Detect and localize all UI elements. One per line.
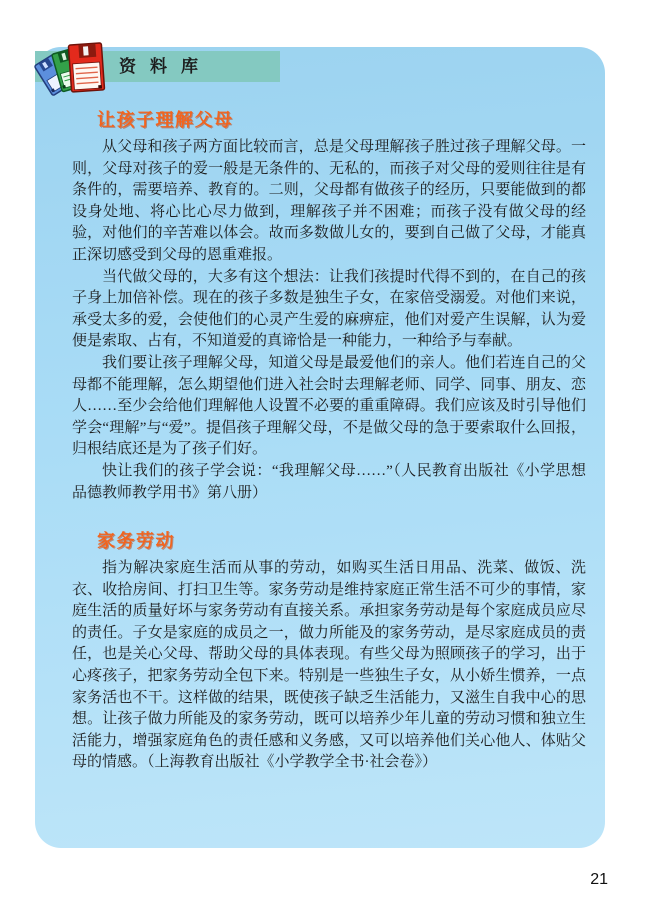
paragraph: 指为解决家庭生活而从事的劳动，如购买生活日用品、洗菜、做饭、洗衣、收拾房间、打扫卫生等。家务劳动是维持家庭正常生活不可少的事情，家庭生活的质量好坏与家务劳动有直接关系。承担家务劳动是每个家庭成员应尽的责任。子女是家庭的成员之一，做力所能及的家务劳动，是尽家庭成员的责任，也是关心父母、帮助父母的具体表现。有些父母为照顾孩子的学习，出于心疼孩子，把家务劳动全包下来。特别是一些独生子女，从小娇生惯养，一点家务活也不干。这样做的结果，既使孩子缺乏生活能力，又滋生自我中心的思想。让孩子做力所能及的家务劳动，既可以培养少年儿童的劳动习惯和独立生活能力，增强家庭角色的责任感和义务感，又可以培养他们关心他人、体贴父母的情感。（上海教育出版社《小学教学全书·社会卷》）	[72, 560, 586, 771]
panel-content	[72, 109, 586, 774]
banner-title: 资料库	[119, 57, 212, 76]
floppy-disks-icon	[34, 37, 110, 107]
section-heading-housework: 家务劳动	[97, 531, 175, 552]
paragraph: 我们要让孩子理解父母，知道父母是最爱他们的亲人。他们若连自己的父母都不能理解，怎么期望他们进入社会时去理解老师、同学、同事、朋友、恋人……至少会给他们理解他人设置不必要的重重障碍。我们应该及时引导他们学会“理解”与“爱”。提倡孩子理解父母，不是做父母的急于要索取什么回报，归根结底还是为了孩子们好。	[72, 354, 586, 458]
paragraph: 从父母和孩子两方面比较而言，总是父母理解孩子胜过孩子理解父母。一则，父母对孩子的爱一般是无条件的、无私的，而孩子对父母的爱则往往是有条件的，需要培养、教育的。二则，父母都有做孩子的经历，只要能做到的都设身处地、将心比心尽力做到，理解孩子并不困难；而孩子没有做父母的经验，对他们的辛苦难以体会。故而多数做儿女的，要到自己做了父母，才能真正深切感受到父母的恩重难报。	[72, 139, 586, 263]
paragraph: 快让我们的孩子学会说：“我理解父母……”（人民教育出版社《小学思想品德教师教学用书》第八册）	[72, 462, 586, 501]
section-heading-understand-parents: 让孩子理解父母	[97, 110, 234, 130]
page-number: 21	[590, 871, 608, 888]
content-panel	[35, 47, 605, 848]
paragraph: 当代做父母的，大多有这个想法：让我们孩提时代得不到的，在自己的孩子身上加倍补偿。现在的孩子多数是独生子女，在家倍受溺爱。对他们来说，承受太多的爱，会使他们的心灵产生爱的麻痹症，他们对爱产生误解，认为爱便是索取、占有，不知道爱的真谛恰是一种能力，一种给予与奉献。	[72, 268, 586, 350]
